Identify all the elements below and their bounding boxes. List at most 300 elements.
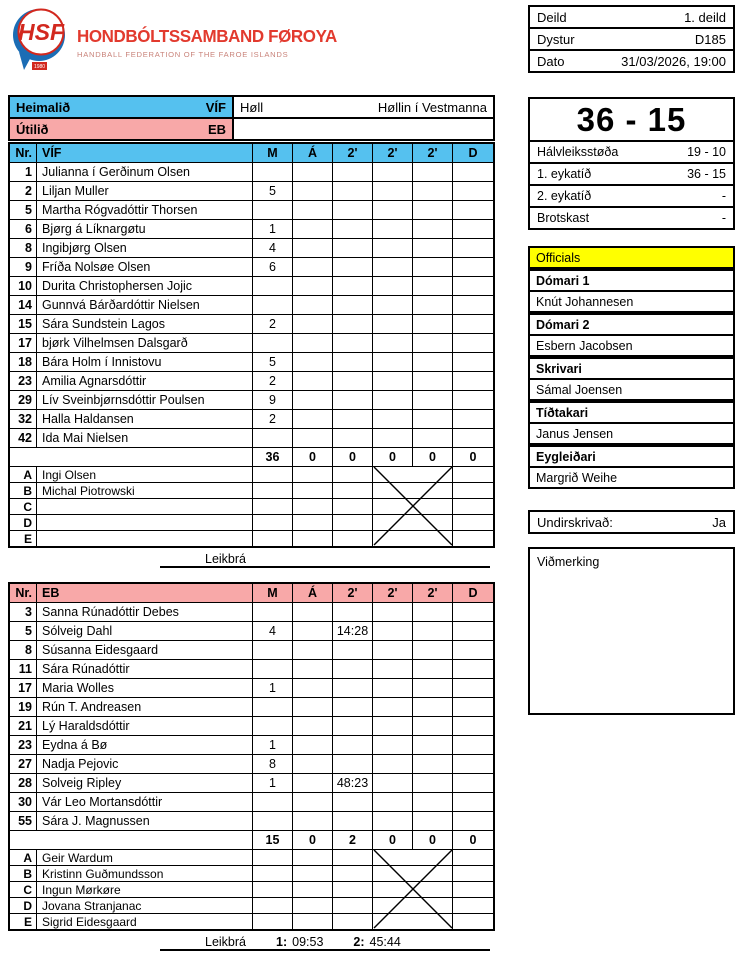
- match-info-value: 31/03/2026, 19:00: [621, 53, 726, 69]
- player-name: Julianna í Gerðinum Olsen: [37, 163, 253, 181]
- home-player-rows: [10, 162, 493, 447]
- official-name: Margrið Weihe: [528, 466, 735, 489]
- stat-2min-3: [413, 391, 453, 409]
- staff-letter: D: [10, 898, 37, 913]
- stat-warning: [293, 258, 333, 276]
- player-number: 19: [10, 698, 37, 716]
- score-detail-label: 1. eykatíð: [537, 167, 592, 181]
- stat-2min-1: [333, 429, 373, 447]
- official-entry: [528, 401, 735, 445]
- staff-row: [10, 466, 493, 482]
- stat-goals: 1: [253, 736, 293, 754]
- player-row: [10, 754, 493, 773]
- col-header-home-team: VÍF: [37, 144, 253, 162]
- stat-col-header: 2': [413, 144, 453, 162]
- score-box: [528, 97, 735, 230]
- staff-row: [10, 514, 493, 530]
- official-entry: [528, 445, 735, 489]
- staff-letter: A: [10, 850, 37, 865]
- player-row: [10, 295, 493, 314]
- stat-warning: [293, 622, 333, 640]
- stat-goals: [253, 641, 293, 659]
- player-number: 29: [10, 391, 37, 409]
- player-name: Liljan Muller: [37, 182, 253, 200]
- stat-disq: [453, 334, 493, 352]
- stat-2min-3: [413, 296, 453, 314]
- staff-row: [10, 913, 493, 929]
- staff-name: Geir Wardum: [37, 850, 253, 865]
- score-detail-value: 19 - 10: [687, 145, 726, 159]
- total-goals: 15: [253, 831, 293, 849]
- stat-2min-2: [373, 603, 413, 621]
- stat-2min-1: [333, 163, 373, 181]
- player-number: 2: [10, 182, 37, 200]
- stat-warning: [293, 429, 333, 447]
- stat-warning: [293, 755, 333, 773]
- staff-letter: D: [10, 515, 37, 530]
- stat-2min-1: [333, 372, 373, 390]
- stat-2min-1: [333, 277, 373, 295]
- staff-letter: C: [10, 499, 37, 514]
- player-row: [10, 697, 493, 716]
- match-info-label: Dato: [537, 53, 565, 69]
- official-name: Janus Jensen: [528, 422, 735, 445]
- stat-2min-1: [333, 410, 373, 428]
- stat-2min-3: [413, 812, 453, 830]
- score-detail-row: [530, 162, 733, 184]
- stat-2min-3: [413, 774, 453, 792]
- player-name: Amilia Agnarsdóttir: [37, 372, 253, 390]
- logo-acronym: HSF: [18, 19, 64, 45]
- stat-2min-3: [413, 277, 453, 295]
- stat-2min-2: [373, 163, 413, 181]
- player-name: Lý Haraldsdóttir: [37, 717, 253, 735]
- stat-goals: 5: [253, 182, 293, 200]
- stat-2min-3: [413, 353, 453, 371]
- stat-2min-3: [413, 603, 453, 621]
- staff-name: Ingi Olsen: [37, 467, 253, 482]
- stat-disq: [453, 220, 493, 238]
- stat-2min-1: [333, 603, 373, 621]
- federation-subtitle: HANDBALL FEDERATION OF THE FAROE ISLANDS: [77, 50, 289, 59]
- stat-2min-1: [333, 182, 373, 200]
- player-name: Bára Holm í Innistovu: [37, 353, 253, 371]
- stat-2min-1: [333, 698, 373, 716]
- stat-2min-1: [333, 812, 373, 830]
- hsf-logo-icon: [10, 6, 68, 77]
- col-header-nr: Nr.: [10, 144, 37, 162]
- stat-2min-3: [413, 315, 453, 333]
- stat-goals: [253, 277, 293, 295]
- player-row: [10, 602, 493, 621]
- total-warnings: 0: [293, 448, 333, 466]
- player-name: Halla Haldansen: [37, 410, 253, 428]
- stat-goals: [253, 698, 293, 716]
- stat-warning: [293, 603, 333, 621]
- away-team-cell: [8, 117, 234, 141]
- player-number: 55: [10, 812, 37, 830]
- staff-row: [10, 849, 493, 865]
- stat-goals: 8: [253, 755, 293, 773]
- leikbra-half2-label: 2:: [353, 935, 365, 949]
- stat-2min-1: [333, 660, 373, 678]
- player-name: Solveig Ripley: [37, 774, 253, 792]
- stat-col-header: 2': [413, 584, 453, 602]
- stat-col-header: 2': [333, 584, 373, 602]
- player-number: 3: [10, 603, 37, 621]
- staff-letter: E: [10, 531, 37, 546]
- stat-2min-3: [413, 182, 453, 200]
- stat-2min-3: [413, 201, 453, 219]
- player-row: [10, 371, 493, 390]
- away-label: Útilið: [16, 121, 49, 137]
- stat-disq: [453, 372, 493, 390]
- staff-row: [10, 530, 493, 546]
- away-team-abbr: EB: [207, 121, 226, 137]
- stat-2min-3: [413, 372, 453, 390]
- total-2min-2: 0: [373, 831, 413, 849]
- official-role: Skrivari: [528, 357, 735, 380]
- stat-2min-2: [373, 201, 413, 219]
- col-header-nr: Nr.: [10, 584, 37, 602]
- leikbra-label: Leikbrá: [205, 935, 246, 949]
- score-detail-value: 36 - 15: [687, 167, 726, 181]
- stat-warning: [293, 679, 333, 697]
- stat-goals: 2: [253, 315, 293, 333]
- stat-disq: [453, 774, 493, 792]
- staff-row: [10, 498, 493, 514]
- official-role: Tíðtakari: [528, 401, 735, 424]
- player-number: 5: [10, 622, 37, 640]
- stat-2min-1: [333, 334, 373, 352]
- stat-2min-2: [373, 793, 413, 811]
- staff-name: [37, 515, 253, 530]
- player-number: 28: [10, 774, 37, 792]
- player-name: Sanna Rúnadóttir Debes: [37, 603, 253, 621]
- remarks-box: [528, 547, 735, 715]
- stat-warning: [293, 660, 333, 678]
- stat-warning: [293, 201, 333, 219]
- staff-name: Ingun Mørkøre: [37, 882, 253, 897]
- staff-row: [10, 897, 493, 913]
- player-number: 27: [10, 755, 37, 773]
- stat-2min-2: [373, 220, 413, 238]
- player-number: 23: [10, 736, 37, 754]
- score-detail-label: Hálvleiksstøða: [537, 145, 619, 159]
- crossed-out-cell: [373, 914, 453, 929]
- away-player-rows: [10, 602, 493, 830]
- crossed-out-cell: [373, 866, 453, 881]
- away-totals-row: [10, 830, 493, 849]
- stat-goals: 5: [253, 353, 293, 371]
- player-name: Sára Rúnadóttir: [37, 660, 253, 678]
- player-number: 23: [10, 372, 37, 390]
- stat-2min-3: [413, 163, 453, 181]
- federation-brand: [10, 6, 345, 77]
- official-role: Eygleiðari: [528, 445, 735, 468]
- player-number: 6: [10, 220, 37, 238]
- stat-goals: [253, 429, 293, 447]
- score-detail-value: -: [721, 211, 726, 225]
- total-2min-1: 2: [333, 831, 373, 849]
- home-table-header: [10, 144, 493, 162]
- home-leikbra-line: [160, 551, 490, 568]
- stat-2min-2: [373, 258, 413, 276]
- player-number: 17: [10, 679, 37, 697]
- score-detail-row: [530, 140, 733, 162]
- player-name: Nadja Pejovic: [37, 755, 253, 773]
- stat-col-header: 2': [333, 144, 373, 162]
- player-name: Gunnvá Bárðardóttir Nielsen: [37, 296, 253, 314]
- stat-disq: [453, 410, 493, 428]
- stat-goals: 2: [253, 410, 293, 428]
- federation-title: HONDBÓLTSSAMBAND FØROYA: [77, 26, 337, 46]
- staff-name: [37, 531, 253, 546]
- teams-header: [8, 95, 495, 141]
- total-disq: 0: [469, 833, 477, 847]
- player-name: Maria Wolles: [37, 679, 253, 697]
- player-row: [10, 257, 493, 276]
- away-table-header: [10, 584, 493, 602]
- official-entry: [528, 357, 735, 401]
- stat-col-header: D: [468, 586, 478, 600]
- stat-disq: [453, 296, 493, 314]
- player-name: Rún T. Andreasen: [37, 698, 253, 716]
- score-detail-value: -: [721, 189, 726, 203]
- stat-goals: [253, 793, 293, 811]
- player-number: 10: [10, 277, 37, 295]
- player-number: 21: [10, 717, 37, 735]
- player-name: Vár Leo Mortansdóttir: [37, 793, 253, 811]
- player-name: Sólveig Dahl: [37, 622, 253, 640]
- stat-2min-2: [373, 410, 413, 428]
- stat-2min-3: [413, 679, 453, 697]
- stat-col-header: Á: [293, 144, 333, 162]
- player-row: [10, 219, 493, 238]
- stat-warning: [293, 182, 333, 200]
- stat-2min-1: 48:23: [333, 774, 373, 792]
- player-row: [10, 428, 493, 447]
- player-row: [10, 276, 493, 295]
- stat-warning: [293, 296, 333, 314]
- player-number: 18: [10, 353, 37, 371]
- stat-2min-3: [413, 755, 453, 773]
- player-row: [10, 678, 493, 697]
- logo-year: 1980: [33, 64, 46, 71]
- home-team-table: [8, 142, 495, 548]
- player-row: [10, 621, 493, 640]
- player-row: [10, 162, 493, 181]
- player-number: 1: [10, 163, 37, 181]
- stat-2min-2: [373, 429, 413, 447]
- stat-2min-1: [333, 239, 373, 257]
- stat-disq: [453, 391, 493, 409]
- official-name: Esbern Jacobsen: [528, 334, 735, 357]
- total-2min-1: 0: [333, 448, 373, 466]
- match-info-row: [528, 27, 735, 51]
- stat-col-header: M: [253, 584, 293, 602]
- stat-2min-1: [333, 296, 373, 314]
- stat-goals: 4: [253, 622, 293, 640]
- stat-warning: [293, 220, 333, 238]
- home-totals-row: [10, 447, 493, 466]
- stat-2min-2: [373, 315, 413, 333]
- player-number: 32: [10, 410, 37, 428]
- stat-warning: [293, 698, 333, 716]
- player-row: [10, 314, 493, 333]
- stat-2min-3: [413, 410, 453, 428]
- player-number: 5: [10, 201, 37, 219]
- stat-disq: [453, 812, 493, 830]
- stat-warning: [293, 774, 333, 792]
- stat-warning: [293, 812, 333, 830]
- stat-2min-2: [373, 296, 413, 314]
- stat-2min-1: [333, 220, 373, 238]
- stat-2min-2: [373, 774, 413, 792]
- stat-warning: [293, 372, 333, 390]
- official-name: Sámal Joensen: [528, 378, 735, 401]
- stat-disq: [453, 679, 493, 697]
- staff-name: Michal Piotrowski: [37, 483, 253, 498]
- signed-box: [528, 510, 735, 534]
- stat-disq: [453, 258, 493, 276]
- staff-name: Kristinn Guðmundsson: [37, 866, 253, 881]
- stat-2min-1: [333, 391, 373, 409]
- official-role: Dómari 1: [528, 269, 735, 292]
- stat-col-headers: [253, 144, 493, 162]
- staff-row: [10, 482, 493, 498]
- stat-2min-1: 14:28: [333, 622, 373, 640]
- stat-2min-3: [413, 239, 453, 257]
- stat-2min-1: [333, 793, 373, 811]
- stat-2min-3: [413, 698, 453, 716]
- staff-name: Jovana Stranjanac: [37, 898, 253, 913]
- leikbra-half1-time: 09:53: [292, 935, 324, 949]
- stat-disq: [453, 315, 493, 333]
- player-row: [10, 716, 493, 735]
- score-detail-label: 2. eykatíð: [537, 189, 592, 203]
- totals-lead-cell: [10, 831, 253, 849]
- player-row: [10, 352, 493, 371]
- stat-2min-3: [413, 429, 453, 447]
- stat-goals: [253, 334, 293, 352]
- stat-2min-3: [413, 736, 453, 754]
- player-name: Ingibjørg Olsen: [37, 239, 253, 257]
- hall-label: Høll: [240, 99, 264, 115]
- player-row: [10, 181, 493, 200]
- stat-goals: [253, 296, 293, 314]
- stat-disq: [453, 717, 493, 735]
- official-entry: [528, 313, 735, 357]
- stat-goals: [253, 201, 293, 219]
- match-info-label: Deild: [537, 9, 567, 25]
- stat-col-headers: [253, 584, 493, 602]
- match-info-row: [528, 49, 735, 73]
- crossed-out-cell: [373, 467, 453, 482]
- player-row: [10, 333, 493, 352]
- stat-2min-2: [373, 812, 413, 830]
- stat-2min-2: [373, 698, 413, 716]
- stat-2min-2: [373, 660, 413, 678]
- leikbra-label: Leikbrá: [205, 552, 246, 566]
- stat-col-header: 2': [373, 144, 413, 162]
- stat-2min-2: [373, 372, 413, 390]
- crossed-out-cell: [373, 882, 453, 897]
- away-staff-section: [10, 849, 493, 929]
- player-number: 14: [10, 296, 37, 314]
- stat-2min-3: [413, 334, 453, 352]
- stat-disq: [453, 603, 493, 621]
- crossed-out-cell: [373, 499, 453, 514]
- final-score: 36 - 15: [576, 100, 687, 138]
- player-row: [10, 390, 493, 409]
- hall-cell-empty: [232, 117, 495, 141]
- stat-warning: [293, 315, 333, 333]
- stat-warning: [293, 353, 333, 371]
- player-name: bjørk Vilhelmsen Dalsgarð: [37, 334, 253, 352]
- player-name: Sára Sundstein Lagos: [37, 315, 253, 333]
- stat-2min-1: [333, 755, 373, 773]
- stat-warning: [293, 736, 333, 754]
- home-team-abbr: VÍF: [205, 99, 226, 115]
- player-row: [10, 811, 493, 830]
- staff-name: [37, 499, 253, 514]
- stat-2min-2: [373, 182, 413, 200]
- match-info-value: 1. deild: [684, 9, 726, 25]
- player-name: Lív Sveinbjørnsdóttir Poulsen: [37, 391, 253, 409]
- crossed-out-cell: [373, 850, 453, 865]
- stat-goals: 1: [253, 774, 293, 792]
- hall-cell: [232, 95, 495, 119]
- stat-2min-2: [373, 622, 413, 640]
- stat-2min-1: [333, 353, 373, 371]
- stat-2min-3: [413, 793, 453, 811]
- stat-col-header: D: [468, 146, 478, 160]
- stat-goals: [253, 812, 293, 830]
- official-name: Knút Johannesen: [528, 290, 735, 313]
- staff-letter: A: [10, 467, 37, 482]
- stat-2min-3: [413, 220, 453, 238]
- stat-goals: 6: [253, 258, 293, 276]
- player-row: [10, 792, 493, 811]
- stat-goals: 1: [253, 679, 293, 697]
- home-staff-section: [10, 466, 493, 546]
- stat-disq: [453, 201, 493, 219]
- player-row: [10, 640, 493, 659]
- stat-goals: [253, 163, 293, 181]
- match-info-value: D185: [694, 31, 726, 47]
- officials-panel: [528, 246, 735, 489]
- totals-lead-cell: [10, 448, 253, 466]
- stat-disq: [453, 622, 493, 640]
- stat-warning: [293, 334, 333, 352]
- total-2min-2: 0: [373, 448, 413, 466]
- stat-warning: [293, 410, 333, 428]
- stat-2min-2: [373, 277, 413, 295]
- away-team-table: [8, 582, 495, 931]
- stat-2min-1: [333, 736, 373, 754]
- stat-warning: [293, 717, 333, 735]
- staff-letter: E: [10, 914, 37, 929]
- stat-2min-2: [373, 239, 413, 257]
- crossed-out-cell: [373, 515, 453, 530]
- match-info-label: Dystur: [537, 31, 575, 47]
- stat-2min-2: [373, 717, 413, 735]
- stat-2min-3: [413, 717, 453, 735]
- player-number: 42: [10, 429, 37, 447]
- staff-letter: B: [10, 483, 37, 498]
- stat-col-header: Á: [293, 584, 333, 602]
